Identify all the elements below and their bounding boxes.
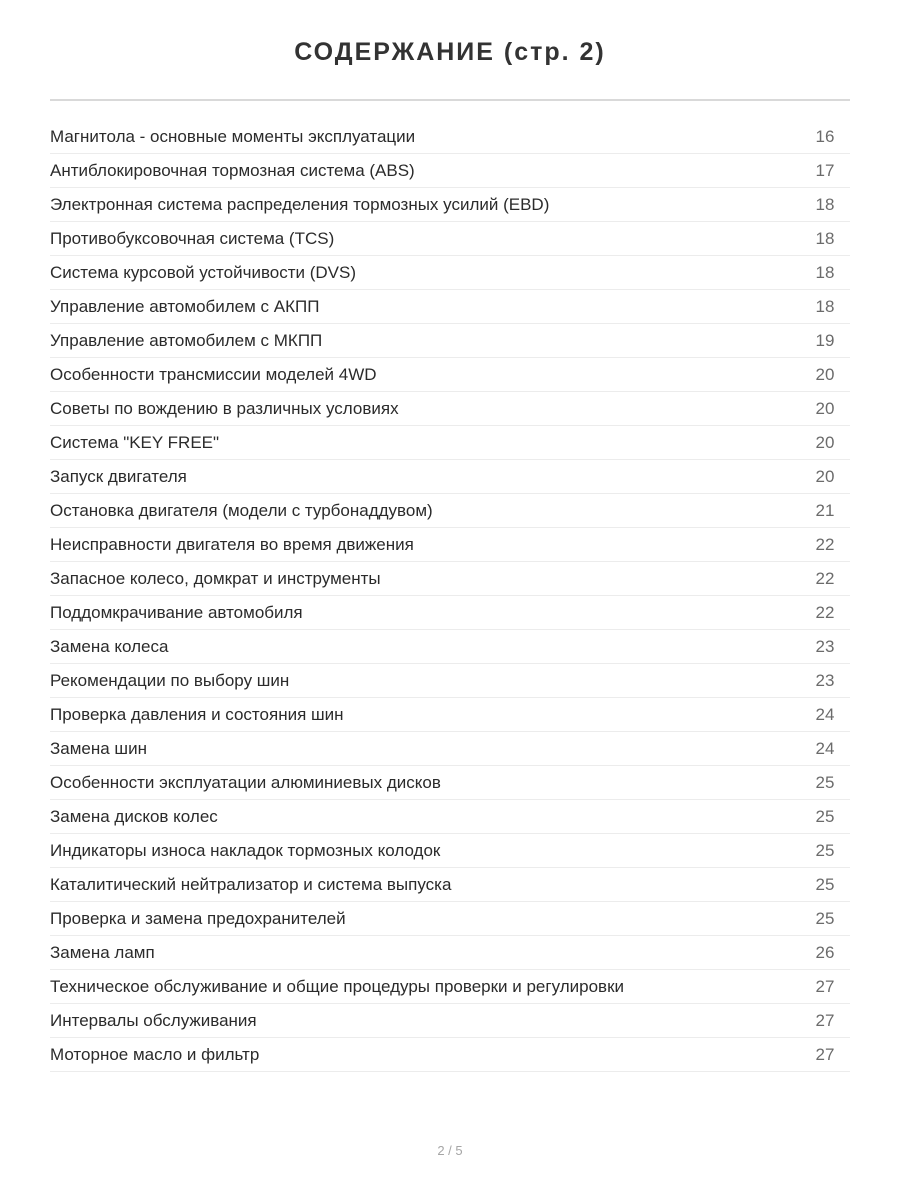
toc-entry-page-number: 25 bbox=[815, 841, 835, 860]
toc-entry-title: Интервалы обслуживания bbox=[50, 1011, 257, 1030]
toc-entry-page-number: 20 bbox=[815, 399, 835, 418]
toc-entry[interactable] bbox=[50, 256, 850, 290]
toc-entry-title: Управление автомобилем с МКПП bbox=[50, 331, 323, 350]
toc-entry-page-number: 22 bbox=[815, 603, 835, 622]
toc-entry-page-number: 25 bbox=[815, 807, 835, 826]
toc-entry-title: Проверка давления и состояния шин bbox=[50, 705, 344, 724]
toc-entry-page-number: 21 bbox=[815, 501, 835, 520]
toc-entry-page-number: 26 bbox=[815, 943, 835, 962]
toc-entry[interactable] bbox=[50, 562, 850, 596]
toc-entry[interactable] bbox=[50, 426, 850, 460]
toc-entry-title: Каталитический нейтрализатор и система выпуска bbox=[50, 875, 452, 894]
toc-entry[interactable] bbox=[50, 936, 850, 970]
toc-entry[interactable] bbox=[50, 290, 850, 324]
toc-entry-title: Моторное масло и фильтр bbox=[50, 1045, 260, 1064]
title-divider bbox=[50, 99, 850, 101]
toc-entry[interactable] bbox=[50, 664, 850, 698]
toc-entry[interactable] bbox=[50, 766, 850, 800]
toc-entry-title: Техническое обслуживание и общие процедуры проверки и регулировки bbox=[50, 977, 625, 996]
toc-entry-page-number: 25 bbox=[815, 773, 835, 792]
toc-entry-page-number: 18 bbox=[815, 297, 835, 316]
toc-entry-title: Запасное колесо, домкрат и инструменты bbox=[50, 569, 381, 588]
toc-entry[interactable] bbox=[50, 188, 850, 222]
toc-entry-title: Поддомкрачивание автомобиля bbox=[50, 603, 303, 622]
toc-entry-title: Замена дисков колес bbox=[50, 807, 218, 826]
toc-entry-title: Замена ламп bbox=[50, 943, 155, 962]
toc-entry-title: Система "KEY FREE" bbox=[50, 433, 220, 452]
toc-entry-title: Советы по вождению в различных условиях bbox=[50, 399, 399, 418]
toc-entry[interactable] bbox=[50, 324, 850, 358]
toc-entry[interactable] bbox=[50, 698, 850, 732]
toc-entry-title: Особенности эксплуатации алюминиевых дисков bbox=[50, 773, 441, 792]
toc-entry-title: Замена колеса bbox=[50, 637, 169, 656]
toc-entry-page-number: 20 bbox=[815, 433, 835, 452]
toc-entry[interactable] bbox=[50, 154, 850, 188]
toc-entry-title: Индикаторы износа накладок тормозных колодок bbox=[50, 841, 441, 860]
toc-entry-page-number: 16 bbox=[815, 127, 835, 146]
toc-entry[interactable] bbox=[50, 392, 850, 426]
toc-entry-title: Электронная система распределения тормозных усилий (EBD) bbox=[50, 195, 550, 214]
toc-entry[interactable] bbox=[50, 494, 850, 528]
toc-entry-title: Антиблокировочная тормозная система (ABS) bbox=[50, 161, 415, 180]
toc-entry[interactable] bbox=[50, 868, 850, 902]
toc-entry[interactable] bbox=[50, 630, 850, 664]
toc-entry[interactable] bbox=[50, 120, 850, 154]
toc-entry-page-number: 27 bbox=[815, 1011, 835, 1030]
toc-entry-page-number: 23 bbox=[815, 671, 835, 690]
toc-entry[interactable] bbox=[50, 358, 850, 392]
toc-entry-title: Управление автомобилем с АКПП bbox=[50, 297, 320, 316]
toc-entry[interactable] bbox=[50, 460, 850, 494]
toc-entry[interactable] bbox=[50, 902, 850, 936]
page-indicator: 2 / 5 bbox=[437, 1143, 463, 1158]
toc-entry-page-number: 24 bbox=[815, 739, 835, 758]
toc-entry-title: Проверка и замена предохранителей bbox=[50, 909, 346, 928]
toc-entry-page-number: 20 bbox=[815, 467, 835, 486]
toc-entry[interactable] bbox=[50, 528, 850, 562]
toc-entry-page-number: 19 bbox=[815, 331, 835, 350]
toc-entry-title: Рекомендации по выбору шин bbox=[50, 671, 290, 690]
toc-entry[interactable] bbox=[50, 800, 850, 834]
toc-entry[interactable] bbox=[50, 732, 850, 766]
toc-entry[interactable] bbox=[50, 596, 850, 630]
toc-entry-page-number: 27 bbox=[815, 1045, 835, 1064]
toc-entry-page-number: 27 bbox=[815, 977, 835, 996]
toc-entry-title: Остановка двигателя (модели с турбонаддувом) bbox=[50, 501, 433, 520]
toc-entry-page-number: 25 bbox=[815, 875, 835, 894]
toc-entry-page-number: 22 bbox=[815, 569, 835, 588]
toc-entry-page-number: 18 bbox=[815, 195, 835, 214]
toc-entry-title: Замена шин bbox=[50, 739, 147, 758]
toc-entry-page-number: 20 bbox=[815, 365, 835, 384]
toc-entry[interactable] bbox=[50, 1004, 850, 1038]
toc-entry-title: Особенности трансмиссии моделей 4WD bbox=[50, 365, 377, 384]
toc-entry-page-number: 18 bbox=[815, 263, 835, 282]
toc-entry-page-number: 17 bbox=[815, 161, 835, 180]
page-title: СОДЕРЖАНИЕ (стр. 2) bbox=[294, 38, 606, 66]
toc-entry-title: Противобуксовочная система (TCS) bbox=[50, 229, 335, 248]
toc-entry-page-number: 22 bbox=[815, 535, 835, 554]
toc-entry-title: Неисправности двигателя во время движения bbox=[50, 535, 414, 554]
toc-entry[interactable] bbox=[50, 970, 850, 1004]
toc-entry-page-number: 24 bbox=[815, 705, 835, 724]
toc-entry-page-number: 25 bbox=[815, 909, 835, 928]
toc-entry-page-number: 23 bbox=[815, 637, 835, 656]
table-of-contents bbox=[50, 120, 850, 1072]
toc-entry[interactable] bbox=[50, 1038, 850, 1072]
toc-entry-title: Система курсовой устойчивости (DVS) bbox=[50, 263, 357, 282]
toc-entry-title: Магнитола - основные моменты эксплуатации bbox=[50, 127, 416, 146]
toc-entry[interactable] bbox=[50, 834, 850, 868]
toc-entry[interactable] bbox=[50, 222, 850, 256]
toc-entry-page-number: 18 bbox=[815, 229, 835, 248]
toc-entry-title: Запуск двигателя bbox=[50, 467, 187, 486]
